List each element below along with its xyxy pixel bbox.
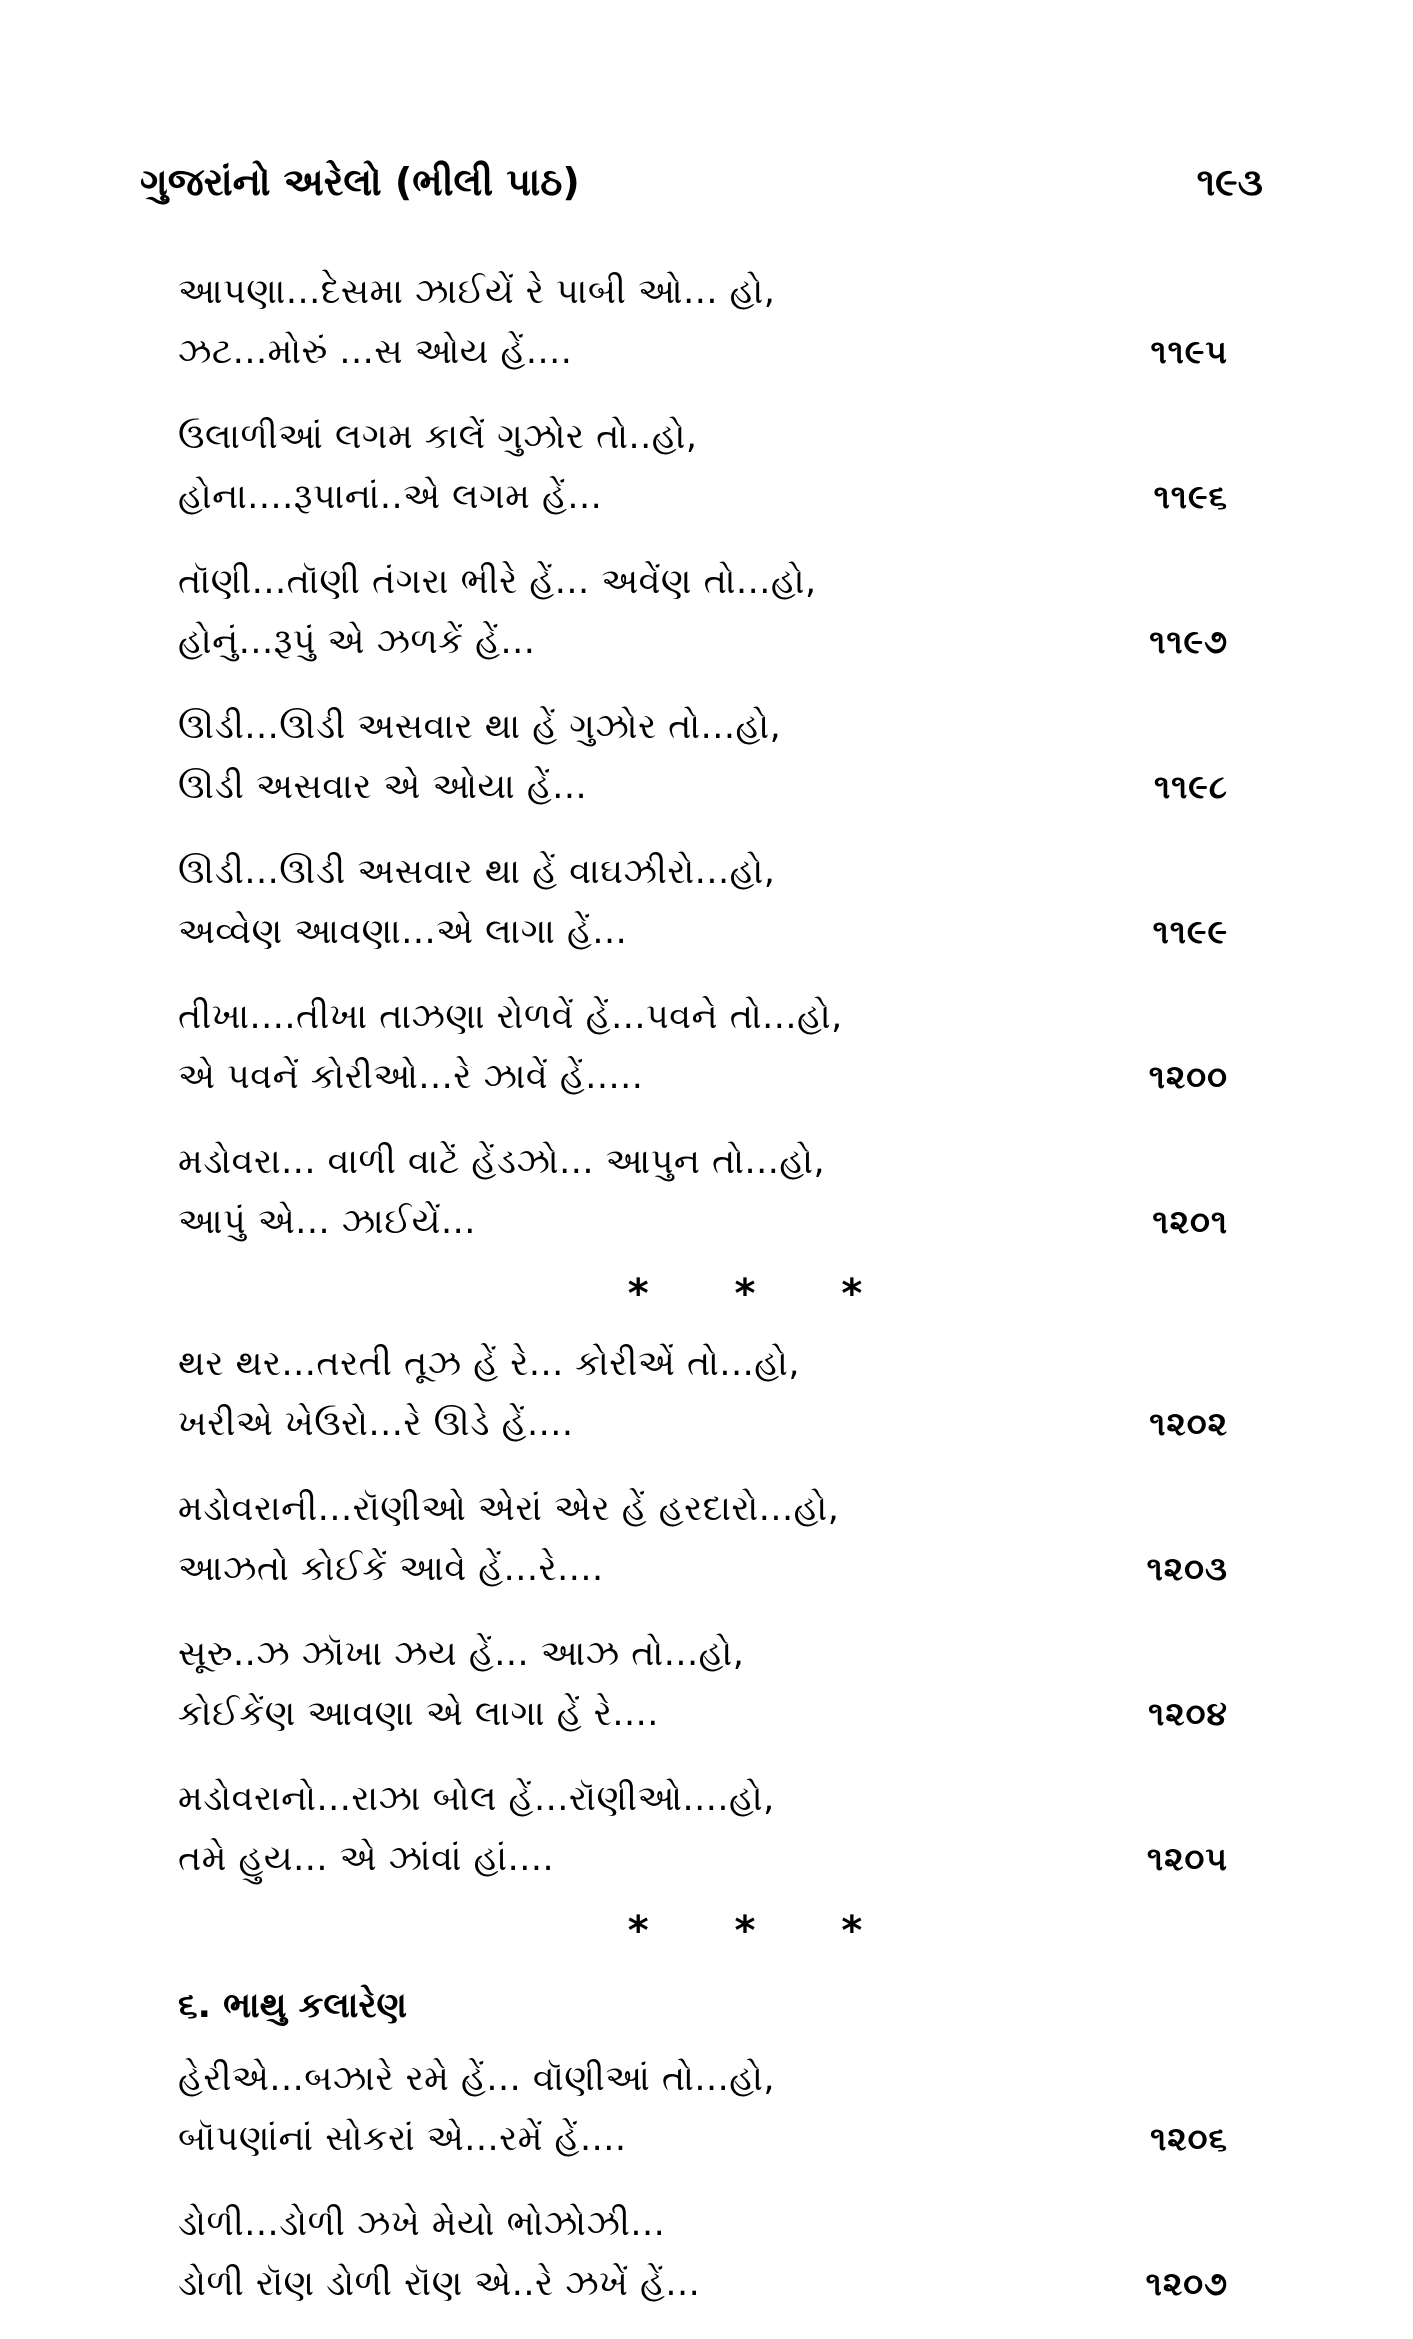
- stanza: [178, 2049, 1228, 2169]
- stanza: [178, 1769, 1228, 1889]
- verse-line: આપું એ... ઝાઈયેં...: [178, 1202, 476, 1242]
- verse-line: હોનું...રૂપું એ ઝળકેં હેં...: [178, 622, 536, 662]
- verse-line: મડોવરાની...રૉણીઓ એરાં એર હેં હરદારો...હો,: [178, 1489, 840, 1529]
- verse-line: આઝતો કોઈકેં આવે હેં...રે....: [178, 1549, 604, 1589]
- stanza: [178, 1132, 1228, 1252]
- verse-line: મડોવરાનો...રાઝા બોલ હેં...રૉણીઓ....હો,: [178, 1779, 775, 1819]
- verse-line: ઝટ...મોરું ...સ ઓય હેં....: [178, 332, 573, 372]
- verse-line: ઊડી...ઊડી અસવાર થા હેં વાઘઝીરો...હો,: [178, 852, 776, 892]
- page-number: ૧૯૩: [1196, 160, 1263, 204]
- verse-line: તૉણી...તૉણી તંગરા ભીરે હેં... અવેંણ તો...હો,: [178, 562, 817, 602]
- verse-line: ડોળી...ડોળી ઝખે મેયો ભોઝોઝી...: [178, 2204, 666, 2244]
- verse-line: ઊડી...ઊડી અસવાર થા હેં ગુઝોર તો...હો,: [178, 707, 782, 747]
- stanza: [178, 1479, 1228, 1599]
- stanza: [178, 842, 1228, 962]
- verse-line: થર થર...તરતી તૂઝ હેં રે... કોરીએં તો...હો,: [178, 1344, 801, 1384]
- verse-number: ૧૨૦૬: [1150, 2119, 1228, 2158]
- verse-line: ઉલાળીઆં લગમ કાલેં ગુઝોર તો..હો,: [178, 417, 698, 457]
- stanza: [178, 987, 1228, 1107]
- stanza: [178, 552, 1228, 672]
- stanza: [178, 2194, 1228, 2314]
- stanza: [178, 1624, 1228, 1744]
- verse-number: ૧૨૦૩: [1146, 1549, 1228, 1588]
- asterism-separator: * * *: [627, 1908, 899, 1954]
- verse-line: આપણા...દેસમા ઝાઈયેં રે પાબી ઓ... હો,: [178, 272, 776, 312]
- verse-line: સૂરુ..ઝ ઝૉખા ઝય હેં... આઝ તો...હો,: [178, 1634, 745, 1674]
- verse-line: મડોવરા... વાળી વાટેં હેંડઝો... આપુન તો...હો,: [178, 1142, 826, 1182]
- verse-line: ડોળી રૉણ ડોળી રૉણ એ..રે ઝખેં હેં...: [178, 2264, 701, 2304]
- verse-line: બૉપણાંનાં સોકરાં એ...રમેં હેં....: [178, 2119, 627, 2159]
- verse-number: ૧૨૦૭: [1145, 2264, 1228, 2303]
- verse-line: હોના....રૂપાનાં..એ લગમ હેં...: [178, 477, 603, 517]
- verse-number: ૧૧૯૮: [1153, 767, 1228, 806]
- verse-line: ઊડી અસવાર એ ઓયા હેં...: [178, 767, 588, 807]
- verse-line: હેરીએ...બઝારે રમે હેં... વૉણીઆં તો...હો,: [178, 2059, 776, 2099]
- stanza: [178, 1334, 1228, 1454]
- asterism-separator: * * *: [627, 1271, 899, 1317]
- stanza: [178, 262, 1228, 382]
- verse-number: ૧૧૯૫: [1150, 332, 1228, 371]
- running-title: ગુજરાંનો અરેલો (ભીલી પાઠ): [140, 160, 580, 204]
- verse-number: ૧૧૯૬: [1153, 477, 1228, 516]
- verse-line: ખરીએ ખેઉરો...રે ઊડે હેં....: [178, 1404, 574, 1444]
- verse-body: [178, 262, 1228, 2339]
- section-heading: ૬. ભાથુ કલારેણ: [178, 1986, 408, 2026]
- stanza: [178, 407, 1228, 527]
- verse-line: અવ્વેણ આવણા...એ લાગા હેં...: [178, 912, 628, 952]
- verse-number: ૧૧૯૭: [1149, 622, 1228, 661]
- verse-number: ૧૨૦૪: [1148, 1694, 1228, 1733]
- verse-line: તમે હુય... એ ઝાંવાં હાં....: [178, 1839, 555, 1879]
- verse-number: ૧૨૦૧: [1152, 1202, 1228, 1241]
- verse-number: ૧૨૦૨: [1149, 1404, 1228, 1443]
- verse-number: ૧૨૦૦: [1148, 1057, 1228, 1096]
- verse-number: ૧૨૦૫: [1146, 1839, 1228, 1878]
- verse-line: તીખા....તીખા તાઝણા રોળવેં હેં...પવને તો...હો,: [178, 997, 843, 1037]
- verse-line: કોઈકેંણ આવણા એ લાગા હેં રે....: [178, 1694, 659, 1734]
- running-head: [140, 160, 1263, 220]
- stanza: [178, 697, 1228, 817]
- verse-number: ૧૧૯૯: [1152, 912, 1228, 951]
- verse-line: એ પવનેં કોરીઓ...રે ઝાવેં હેં.....: [178, 1057, 644, 1097]
